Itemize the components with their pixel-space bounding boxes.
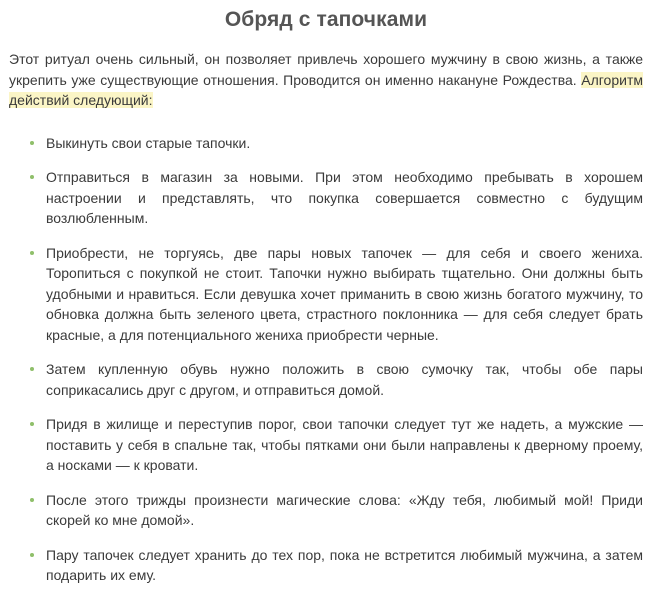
bullet-dot-icon <box>30 367 34 371</box>
intro-text: Этот ритуал очень сильный, он позволяет привлечь хорошего мужчину в свою жизнь, а также укрепить уже существующие отношения. Проводится он именно накануне Рождества. <box>9 51 643 88</box>
step-text: Пару тапочек следует хранить до тех пор, пока не встретится любимый мужчина, а затем подарить их ему. <box>46 546 643 583</box>
list-item <box>46 490 643 531</box>
bullet-dot-icon <box>30 553 34 557</box>
list-item <box>46 167 643 229</box>
bullet-dot-icon <box>30 175 34 179</box>
bullet-dot-icon <box>30 251 34 255</box>
steps-list <box>9 133 643 586</box>
bullet-dot-icon <box>30 422 34 426</box>
step-text: Затем купленную обувь нужно положить в свою сумочку так, чтобы обе пары соприкасались друг с другом, и отправиться домой. <box>46 361 643 398</box>
list-item <box>46 243 643 346</box>
list-item <box>46 133 643 154</box>
step-text: Придя в жилище и переступив порог, свои тапочки следует тут же надеть, а мужские — поставить у себя в спальне так, чтобы пятками они были направлены к дверному проему, а носками — к кровати. <box>46 416 643 473</box>
list-item <box>46 545 643 586</box>
list-item <box>46 359 643 400</box>
step-text: Выкинуть свои старые тапочки. <box>46 134 251 151</box>
intro-paragraph <box>9 49 643 111</box>
intro-highlight: Алгоритм действий следующий: <box>9 71 643 108</box>
step-text: Приобрести, не торгуясь, две пары новых тапочек — для себя и своего жениха. Торопиться с покупкой не стоит. Тапочки нужно выбирать тщательно. Они должны быть удобными и нравиться. Если девушка хочет приманить в свою жизнь богатого мужчину, то обновка должна быть зеленого цвета, страстного поклонника — для себя следует брать красные, а для потенциального жениха приобрести черные. <box>46 244 643 343</box>
bullet-dot-icon <box>30 141 34 145</box>
bullet-dot-icon <box>30 498 34 502</box>
step-text: После этого трижды произнести магические слова: «Жду тебя, любимый мой! Приди скорей ко мне домой». <box>46 491 643 528</box>
step-text: Отправиться в магазин за новыми. При этом необходимо пребывать в хорошем настроении и представлять, что покупка совершается совместно с будущим возлюбленным. <box>46 169 643 226</box>
article-title: Обряд с тапочками <box>224 8 428 31</box>
list-item <box>46 414 643 476</box>
